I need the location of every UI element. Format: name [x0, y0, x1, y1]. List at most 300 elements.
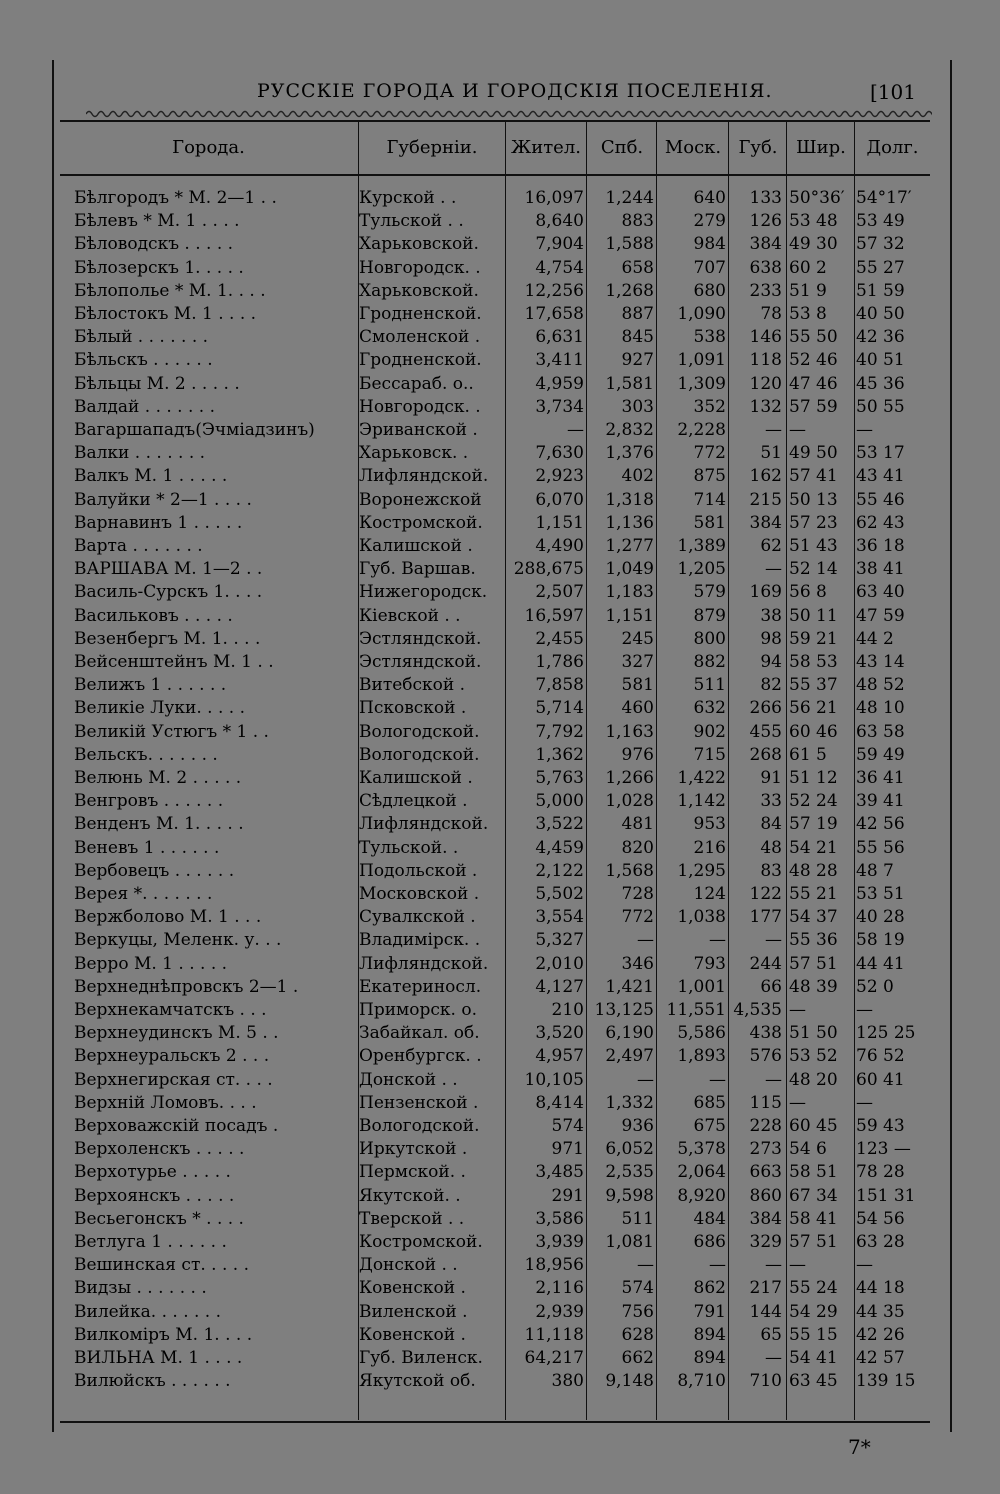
- latitude-cell: 57 51: [789, 953, 838, 974]
- table-row: [0, 1347, 1000, 1370]
- gub-town-distance-cell: 62: [760, 536, 782, 556]
- spb-distance-cell: 346: [621, 953, 654, 974]
- spb-distance-cell: 1,049: [605, 559, 654, 580]
- spb-distance-cell: 2,832: [605, 420, 654, 440]
- header-city: Города.: [172, 137, 245, 158]
- latitude-cell: 50 13: [789, 489, 838, 510]
- province-cell: Гродненской.: [359, 350, 482, 371]
- latitude-cell: 56 21: [789, 698, 838, 719]
- spb-distance-cell: 9,148: [605, 1371, 654, 1392]
- gub-town-distance-cell: 233: [749, 280, 782, 301]
- table-row: [0, 373, 1000, 396]
- longitude-cell: 42 26: [856, 1324, 905, 1345]
- city-cell: Бѣлый . . . . . . .: [74, 327, 209, 348]
- table-row: [0, 1161, 1000, 1184]
- population-cell: 7,792: [535, 721, 584, 742]
- gub-town-distance-cell: 273: [749, 1139, 782, 1160]
- population-cell: 1,151: [535, 512, 584, 533]
- moscow-distance-cell: 1,090: [677, 304, 726, 324]
- city-cell: Вельскъ. . . . . . .: [74, 744, 218, 765]
- spb-distance-cell: 820: [621, 837, 654, 858]
- moscow-distance-cell: 714: [693, 489, 726, 510]
- population-cell: 574: [551, 1116, 584, 1136]
- population-cell: 5,763: [535, 768, 584, 788]
- latitude-cell: 58 41: [789, 1208, 838, 1229]
- province-cell: Якутской. .: [359, 1185, 461, 1206]
- longitude-cell: 42 56: [856, 814, 905, 835]
- moscow-distance-cell: 1,309: [677, 373, 726, 394]
- table-row: [0, 442, 1000, 465]
- moscow-distance-cell: 1,038: [677, 907, 726, 928]
- population-cell: 5,000: [535, 791, 584, 812]
- moscow-distance-cell: 686: [693, 1232, 726, 1252]
- population-cell: 2,455: [535, 628, 584, 649]
- table-row: [0, 837, 1000, 860]
- longitude-cell: 60 41: [856, 1069, 905, 1090]
- population-cell: 10,105: [524, 1069, 584, 1090]
- population-cell: 5,327: [535, 930, 584, 951]
- spb-distance-cell: 581: [621, 675, 654, 696]
- city-cell: Вагаршападъ(Эчміадзинъ): [74, 420, 315, 440]
- city-cell: Верхоянскъ . . . . .: [74, 1185, 235, 1206]
- moscow-distance-cell: 2,064: [677, 1162, 726, 1183]
- province-cell: Кіевской . .: [359, 605, 461, 626]
- gub-town-distance-cell: 663: [749, 1162, 782, 1183]
- spb-distance-cell: 662: [621, 1348, 654, 1368]
- moscow-distance-cell: 879: [693, 605, 726, 626]
- spb-distance-cell: 845: [621, 327, 654, 348]
- gub-town-distance-cell: —: [765, 930, 782, 951]
- province-cell: Калишской .: [359, 768, 473, 788]
- city-cell: Валуйки * 2—1 . . . .: [74, 489, 252, 510]
- table-row: [0, 535, 1000, 558]
- province-cell: Костромской.: [359, 1232, 483, 1252]
- latitude-cell: 54 6: [789, 1139, 827, 1160]
- gub-town-distance-cell: 638: [749, 257, 782, 278]
- table-row: [0, 1115, 1000, 1138]
- table-row: [0, 674, 1000, 697]
- spb-distance-cell: 574: [621, 1278, 654, 1299]
- table-row: [0, 790, 1000, 813]
- city-cell: Весьегонскъ * . . . .: [74, 1208, 244, 1229]
- gub-town-distance-cell: 132: [749, 396, 782, 417]
- latitude-cell: 51 12: [789, 768, 838, 788]
- gub-town-distance-cell: 82: [760, 675, 782, 696]
- longitude-cell: 55 27: [856, 257, 905, 278]
- table-row: [0, 651, 1000, 674]
- province-cell: Губ. Виленск.: [359, 1348, 483, 1368]
- table-row: [0, 187, 1000, 210]
- city-cell: Великіе Луки. . . . .: [74, 698, 245, 719]
- longitude-cell: 78 28: [856, 1162, 905, 1183]
- latitude-cell: 58 51: [789, 1162, 838, 1183]
- population-cell: 17,658: [524, 304, 584, 324]
- province-cell: Эриванской .: [359, 420, 478, 440]
- longitude-cell: 38 41: [856, 559, 905, 580]
- table-row: [0, 1069, 1000, 1092]
- city-cell: Бѣлевъ * М. 1 . . . .: [74, 211, 240, 232]
- table-row: [0, 581, 1000, 604]
- gub-town-distance-cell: 66: [760, 976, 782, 997]
- latitude-cell: 50 11: [789, 605, 838, 626]
- province-cell: Тульской. .: [359, 837, 459, 858]
- province-cell: Новгородск. .: [359, 257, 481, 278]
- spb-distance-cell: 460: [621, 698, 654, 719]
- longitude-cell: 55 56: [856, 837, 905, 858]
- longitude-cell: 42 57: [856, 1348, 905, 1368]
- table-row: [0, 558, 1000, 581]
- latitude-cell: 53 8: [789, 304, 827, 324]
- city-cell: Варнавинъ 1 . . . . .: [74, 512, 243, 533]
- population-cell: 6,070: [535, 489, 584, 510]
- province-cell: Забайкал. об.: [359, 1023, 480, 1044]
- latitude-cell: 58 53: [789, 652, 838, 672]
- population-cell: 380: [551, 1371, 584, 1392]
- population-cell: 4,959: [535, 373, 584, 394]
- latitude-cell: 52 46: [789, 350, 838, 371]
- table-row: [0, 813, 1000, 836]
- longitude-cell: 151 31: [856, 1185, 916, 1206]
- longitude-cell: 36 41: [856, 768, 905, 788]
- moscow-distance-cell: 791: [693, 1301, 726, 1322]
- table-row: [0, 349, 1000, 372]
- longitude-cell: 53 49: [856, 211, 905, 232]
- city-cell: Верхнегирская ст. . . .: [74, 1069, 273, 1090]
- province-cell: Владимірск. .: [359, 930, 481, 951]
- spb-distance-cell: 402: [621, 466, 654, 487]
- city-cell: Великій Устюгъ * 1 . .: [74, 721, 269, 742]
- moscow-distance-cell: 8,710: [677, 1371, 726, 1392]
- latitude-cell: 60 2: [789, 257, 827, 278]
- latitude-cell: —: [789, 420, 806, 440]
- longitude-cell: 48 10: [856, 698, 905, 719]
- province-cell: Ковенской .: [359, 1324, 466, 1345]
- moscow-distance-cell: 2,228: [677, 420, 726, 440]
- province-cell: Гродненской.: [359, 304, 482, 324]
- latitude-cell: 56 8: [789, 582, 827, 603]
- gub-town-distance-cell: 4,535: [733, 1000, 782, 1020]
- gub-town-distance-cell: 144: [749, 1301, 782, 1322]
- moscow-distance-cell: 1,422: [677, 768, 726, 788]
- gub-town-distance-cell: 384: [749, 512, 782, 533]
- spb-distance-cell: 1,318: [605, 489, 654, 510]
- latitude-cell: —: [789, 1255, 806, 1276]
- city-cell: Венденъ М. 1. . . . .: [74, 814, 244, 835]
- city-cell: Васильковъ . . . . .: [74, 605, 233, 626]
- moscow-distance-cell: 279: [693, 211, 726, 232]
- population-cell: 3,520: [535, 1023, 584, 1044]
- longitude-cell: 36 18: [856, 536, 905, 556]
- longitude-cell: 44 41: [856, 953, 905, 974]
- city-cell: Верея *. . . . . . .: [74, 884, 213, 904]
- moscow-distance-cell: 124: [693, 884, 726, 904]
- moscow-distance-cell: 715: [693, 744, 726, 765]
- province-cell: Эстляндской.: [359, 628, 482, 649]
- moscow-distance-cell: 882: [693, 652, 726, 672]
- population-cell: 6,631: [535, 327, 584, 348]
- population-cell: 3,586: [535, 1208, 584, 1229]
- population-cell: 4,459: [535, 837, 584, 858]
- running-head: РУССКІЕ ГОРОДА И ГОРОДСКІЯ ПОСЕЛЕНІЯ.: [257, 80, 773, 102]
- population-cell: 971: [551, 1139, 584, 1160]
- province-cell: Лифляндской.: [359, 814, 489, 835]
- province-cell: Донской . .: [359, 1255, 458, 1276]
- city-cell: Вешинская ст. . . . .: [74, 1255, 249, 1276]
- table-row: [0, 280, 1000, 303]
- latitude-cell: 48 39: [789, 976, 838, 997]
- gub-town-distance-cell: 268: [749, 744, 782, 765]
- moscow-distance-cell: 352: [693, 396, 726, 417]
- latitude-cell: 48 28: [789, 860, 838, 881]
- longitude-cell: 63 40: [856, 582, 905, 603]
- spb-distance-cell: 1,081: [605, 1232, 654, 1252]
- latitude-cell: 50°36′: [789, 188, 845, 208]
- latitude-cell: 63 45: [789, 1371, 838, 1392]
- latitude-cell: 54 21: [789, 837, 838, 858]
- page-number: [101: [870, 80, 916, 104]
- table-row: [0, 303, 1000, 326]
- gub-town-distance-cell: 384: [749, 1208, 782, 1229]
- gub-town-distance-cell: 120: [749, 373, 782, 394]
- longitude-cell: 63 58: [856, 721, 905, 742]
- wavy-rule: [86, 107, 932, 121]
- gub-town-distance-cell: 384: [749, 234, 782, 255]
- longitude-cell: 39 41: [856, 791, 905, 812]
- latitude-cell: 59 21: [789, 628, 838, 649]
- city-cell: Бѣльцы М. 2 . . . . .: [74, 373, 240, 394]
- moscow-distance-cell: 675: [693, 1116, 726, 1136]
- table-row: [0, 744, 1000, 767]
- spb-distance-cell: 1,421: [605, 976, 654, 997]
- spb-distance-cell: —: [637, 1255, 654, 1276]
- city-cell: Верхнекамчатскъ . . .: [74, 1000, 267, 1020]
- spb-distance-cell: 883: [621, 211, 654, 232]
- moscow-distance-cell: 875: [693, 466, 726, 487]
- bottom-rule: [60, 1421, 930, 1423]
- moscow-distance-cell: 984: [693, 234, 726, 255]
- province-cell: Приморск. о.: [359, 1000, 477, 1020]
- population-cell: 16,097: [524, 188, 584, 208]
- table-row: [0, 1092, 1000, 1115]
- table-row: [0, 396, 1000, 419]
- table-row: [0, 512, 1000, 535]
- province-cell: Оренбургск. .: [359, 1046, 482, 1067]
- spb-distance-cell: 1,244: [605, 188, 654, 208]
- header-longitude: Долг.: [866, 137, 919, 158]
- spb-distance-cell: 1,277: [605, 536, 654, 556]
- gub-town-distance-cell: 438: [749, 1023, 782, 1044]
- gub-town-distance-cell: —: [765, 420, 782, 440]
- latitude-cell: 54 41: [789, 1348, 838, 1368]
- moscow-distance-cell: 1,893: [677, 1046, 726, 1067]
- gub-town-distance-cell: 169: [749, 582, 782, 603]
- province-cell: Витебской .: [359, 675, 466, 696]
- longitude-cell: 55 46: [856, 489, 905, 510]
- province-cell: Екатериносл.: [359, 976, 482, 997]
- table-row: [0, 605, 1000, 628]
- gub-town-distance-cell: 91: [760, 768, 782, 788]
- population-cell: 3,939: [535, 1232, 584, 1252]
- province-cell: Московской .: [359, 884, 480, 904]
- spb-distance-cell: 1,028: [605, 791, 654, 812]
- moscow-distance-cell: 772: [693, 443, 726, 464]
- table-row: [0, 953, 1000, 976]
- longitude-cell: 123 —: [856, 1139, 911, 1160]
- population-cell: 12,256: [524, 280, 584, 301]
- moscow-distance-cell: 953: [693, 814, 726, 835]
- spb-distance-cell: 756: [621, 1301, 654, 1322]
- province-cell: Лифляндской.: [359, 466, 489, 487]
- moscow-distance-cell: 1,001: [677, 976, 726, 997]
- spb-distance-cell: 6,190: [605, 1023, 654, 1044]
- population-cell: 210: [551, 1000, 584, 1020]
- latitude-cell: 51 50: [789, 1023, 838, 1044]
- latitude-cell: 55 36: [789, 930, 838, 951]
- moscow-distance-cell: 1,389: [677, 536, 726, 556]
- longitude-cell: 45 36: [856, 373, 905, 394]
- city-cell: Валдай . . . . . . .: [74, 396, 216, 417]
- population-cell: 7,858: [535, 675, 584, 696]
- moscow-distance-cell: 511: [693, 675, 726, 696]
- header-population: Жител.: [511, 137, 581, 158]
- province-cell: Воронежской: [359, 489, 482, 510]
- spb-distance-cell: 1,568: [605, 860, 654, 881]
- longitude-cell: 42 36: [856, 327, 905, 348]
- longitude-cell: 48 52: [856, 675, 905, 696]
- longitude-cell: 52 0: [856, 976, 894, 997]
- longitude-cell: 125 25: [856, 1023, 916, 1044]
- longitude-cell: 54°17′: [856, 188, 912, 208]
- province-cell: Ковенской .: [359, 1278, 466, 1299]
- population-cell: 2,923: [535, 466, 584, 487]
- spb-distance-cell: 303: [621, 396, 654, 417]
- moscow-distance-cell: 902: [693, 721, 726, 742]
- province-cell: Псковской .: [359, 698, 467, 719]
- population-cell: 3,485: [535, 1162, 584, 1183]
- latitude-cell: 52 24: [789, 791, 838, 812]
- table-row: [0, 999, 1000, 1022]
- moscow-distance-cell: 1,295: [677, 860, 726, 881]
- table-row: [0, 721, 1000, 744]
- gub-town-distance-cell: 83: [760, 860, 782, 881]
- longitude-cell: 62 43: [856, 512, 905, 533]
- moscow-distance-cell: 538: [693, 327, 726, 348]
- moscow-distance-cell: 707: [693, 257, 726, 278]
- province-cell: Губ. Варшав.: [359, 559, 476, 580]
- city-cell: Вейсенштейнъ М. 1 . .: [74, 652, 274, 672]
- table-row: [0, 1045, 1000, 1068]
- city-cell: Велюнь М. 2 . . . . .: [74, 768, 242, 788]
- latitude-cell: 51 9: [789, 280, 827, 301]
- city-cell: Везенбергъ М. 1. . . .: [74, 628, 261, 649]
- spb-distance-cell: 2,497: [605, 1046, 654, 1067]
- province-cell: Эстляндской.: [359, 652, 482, 672]
- city-cell: Валкъ М. 1 . . . . .: [74, 466, 228, 487]
- population-cell: 4,957: [535, 1046, 584, 1067]
- province-cell: Подольской .: [359, 860, 478, 881]
- population-cell: 2,116: [535, 1278, 584, 1299]
- province-cell: Лифляндской.: [359, 953, 489, 974]
- header-gub-town: Губ.: [738, 137, 778, 158]
- longitude-cell: 59 43: [856, 1116, 905, 1136]
- province-cell: Якутской об.: [359, 1371, 476, 1392]
- table-row: [0, 1208, 1000, 1231]
- moscow-distance-cell: 484: [693, 1208, 726, 1229]
- latitude-cell: —: [789, 1092, 806, 1113]
- longitude-cell: 44 2: [856, 628, 894, 649]
- spb-distance-cell: 9,598: [605, 1185, 654, 1206]
- spb-distance-cell: 1,163: [605, 721, 654, 742]
- moscow-distance-cell: 8,920: [677, 1185, 726, 1206]
- table-row: [0, 1370, 1000, 1393]
- spb-distance-cell: 1,588: [605, 234, 654, 255]
- city-cell: Вилюйскъ . . . . . .: [74, 1371, 231, 1392]
- population-cell: 7,904: [535, 234, 584, 255]
- latitude-cell: 52 14: [789, 559, 838, 580]
- longitude-cell: 53 51: [856, 884, 905, 904]
- gub-town-distance-cell: 146: [749, 327, 782, 348]
- population-cell: 4,127: [535, 976, 584, 997]
- gub-town-distance-cell: 215: [749, 489, 782, 510]
- city-cell: Верхотурье . . . . .: [74, 1162, 231, 1183]
- spb-distance-cell: 6,052: [605, 1139, 654, 1160]
- spb-distance-cell: 936: [621, 1116, 654, 1136]
- longitude-cell: 51 59: [856, 280, 905, 301]
- spb-distance-cell: 511: [621, 1208, 654, 1229]
- table-row: [0, 326, 1000, 349]
- longitude-cell: 50 55: [856, 396, 905, 417]
- latitude-cell: 57 19: [789, 814, 838, 835]
- gub-town-distance-cell: 177: [749, 907, 782, 928]
- province-cell: Харьковск. .: [359, 443, 469, 464]
- table-row: [0, 1231, 1000, 1254]
- latitude-cell: 57 41: [789, 466, 838, 487]
- latitude-cell: 51 43: [789, 536, 838, 556]
- longitude-cell: —: [856, 1000, 873, 1020]
- spb-distance-cell: 1,268: [605, 280, 654, 301]
- column-headers: [60, 120, 930, 176]
- province-cell: Сѣдлецкой .: [359, 791, 468, 812]
- spb-distance-cell: 1,136: [605, 512, 654, 533]
- longitude-cell: 47 59: [856, 605, 905, 626]
- city-cell: Бѣловодскъ . . . . .: [74, 234, 234, 255]
- spb-distance-cell: 327: [621, 652, 654, 672]
- gub-town-distance-cell: 48: [760, 837, 782, 858]
- longitude-cell: 40 51: [856, 350, 905, 371]
- population-cell: 4,754: [535, 257, 584, 278]
- population-cell: 3,522: [535, 814, 584, 835]
- province-cell: Калишской .: [359, 536, 473, 556]
- gub-town-distance-cell: 710: [749, 1371, 782, 1392]
- longitude-cell: 43 41: [856, 466, 905, 487]
- province-cell: Смоленской .: [359, 327, 481, 348]
- gub-town-distance-cell: —: [765, 1348, 782, 1368]
- latitude-cell: 60 46: [789, 721, 838, 742]
- gub-town-distance-cell: 122: [749, 884, 782, 904]
- spb-distance-cell: —: [637, 930, 654, 951]
- population-cell: 1,786: [535, 652, 584, 672]
- table-row: [0, 1301, 1000, 1324]
- moscow-distance-cell: 800: [693, 628, 726, 649]
- latitude-cell: 53 48: [789, 211, 838, 232]
- spb-distance-cell: 245: [621, 628, 654, 649]
- table-row: [0, 767, 1000, 790]
- population-cell: 18,956: [524, 1255, 584, 1276]
- latitude-cell: 47 46: [789, 373, 838, 394]
- latitude-cell: 54 37: [789, 907, 838, 928]
- city-cell: Василь-Сурскъ 1. . . .: [74, 582, 263, 603]
- spb-distance-cell: 1,183: [605, 582, 654, 603]
